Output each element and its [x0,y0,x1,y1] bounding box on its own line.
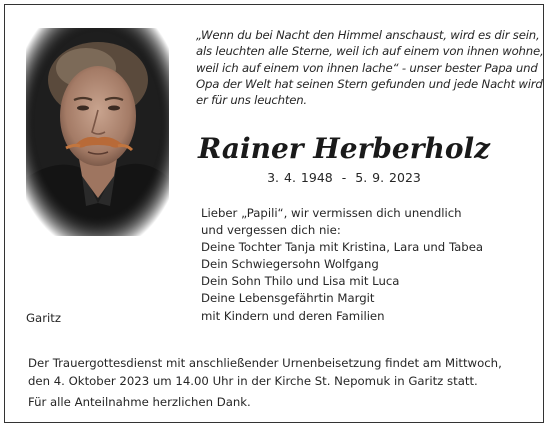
service-line: Der Trauergottesdienst mit anschließender Urnenbeisetzung findet am Mittwoch, [28,356,502,370]
quote-line: er für uns leuchten. [196,93,307,108]
deceased-name: Rainer Herberholz [197,132,491,165]
quote-text [196,27,544,108]
quote-line: Opa der Welt hat seinen Stern gefunden und jede Nacht wird [196,76,543,91]
message-line: Dein Schwiegersohn Wolfgang [201,257,379,272]
message-line: Deine Lebensgefährtin Margit [201,291,375,306]
life-dates [194,170,494,185]
quote-line: als leuchten alle Sterne, weil ich auf einem von ihnen wohne, [196,44,544,59]
portrait-photo [26,28,169,236]
obituary-notice [4,4,544,423]
birth-date: 3. 4. 1948 [267,170,333,185]
date-separator: - [341,170,347,185]
thanks-text: Für alle Anteilnahme herzlichen Dank. [28,395,251,409]
message-line: Dein Sohn Thilo und Lisa mit Luca [201,274,400,289]
place-name: Garitz [26,311,61,325]
service-line: den 4. Oktober 2023 um 14.00 Uhr in der Kirche St. Nepomuk in Garitz statt. [28,374,478,388]
service-announcement [28,354,538,390]
message-line: mit Kindern und deren Familien [201,308,385,323]
message-line: und vergessen dich nie: [201,223,341,238]
message-line: Lieber „Papili“, wir vermissen dich unendlich [201,206,462,220]
message-line: Deine Tochter Tanja mit Kristina, Lara und Tabea [201,240,484,255]
quote-line: „Wenn du bei Nacht den Himmel anschaust, wird es dir sein, [196,28,540,42]
family-message [201,205,531,325]
quote-line: weil ich auf einem von ihnen lache“ - unser bester Papa und [196,60,538,75]
death-date: 5. 9. 2023 [355,170,421,185]
